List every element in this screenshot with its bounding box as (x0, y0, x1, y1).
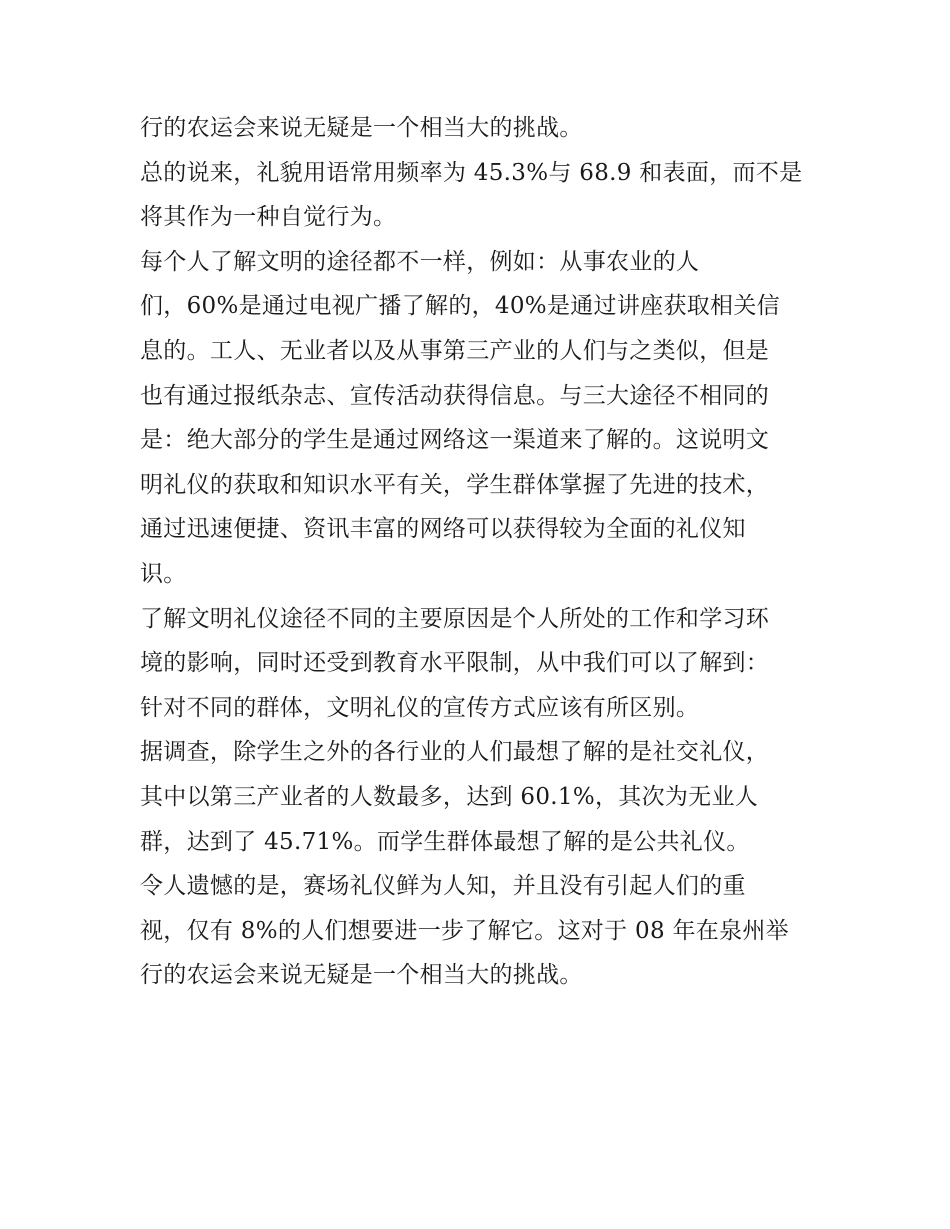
text-line: 了解文明礼仪途径不同的主要原因是个人所处的工作和学习环 (140, 605, 770, 632)
text-line: 总的说来，礼貌用语常用频率为 45.3%与 68.9 和表面，而不是 (140, 159, 803, 186)
text-line: 们，60%是通过电视广播了解的，40%是通过讲座获取相关信 (140, 293, 780, 320)
text-line: 是：绝大部分的学生是通过网络这一渠道来了解的。这说明文 (140, 427, 770, 454)
text-line: 也有通过报纸杂志、宣传活动获得信息。与三大途径不相同的 (140, 382, 770, 409)
text-line: 通过迅速便捷、资讯丰富的网络可以获得较为全面的礼仪知 (140, 516, 746, 543)
text-line: 将其作为一种自觉行为。 (140, 204, 397, 231)
text-line: 境的影响，同时还受到教育水平限制，从中我们可以了解到： (140, 650, 770, 677)
text-line: 令人遗憾的是，赛场礼仪鲜为人知，并且没有引起人们的重 (140, 873, 746, 900)
text-line: 行的农运会来说无疑是一个相当大的挑战。 (140, 962, 583, 989)
text-line: 每个人了解文明的途径都不一样，例如：从事农业的人 (140, 248, 700, 275)
text-line: 据调查，除学生之外的各行业的人们最想了解的是社交礼仪， (140, 739, 770, 766)
text-line: 识。 (140, 560, 187, 587)
text-line: 息的。工人、无业者以及从事第三产业的人们与之类似，但是 (140, 337, 770, 364)
document-body (140, 106, 820, 998)
text-line: 针对不同的群体，文明礼仪的宣传方式应该有所区别。 (140, 694, 700, 721)
text-line: 行的农运会来说无疑是一个相当大的挑战。 (140, 115, 583, 141)
text-line: 群，达到了 45.71%。而学生群体最想了解的是公共礼仪。 (140, 828, 750, 855)
text-line: 其中以第三产业者的人数最多，达到 60.1%，其次为无业人 (140, 783, 759, 810)
text-line: 明礼仪的获取和知识水平有关，学生群体掌握了先进的技术， (140, 471, 770, 498)
text-line: 视，仅有 8%的人们想要进一步了解它。这对于 08 年在泉州举 (140, 917, 789, 944)
